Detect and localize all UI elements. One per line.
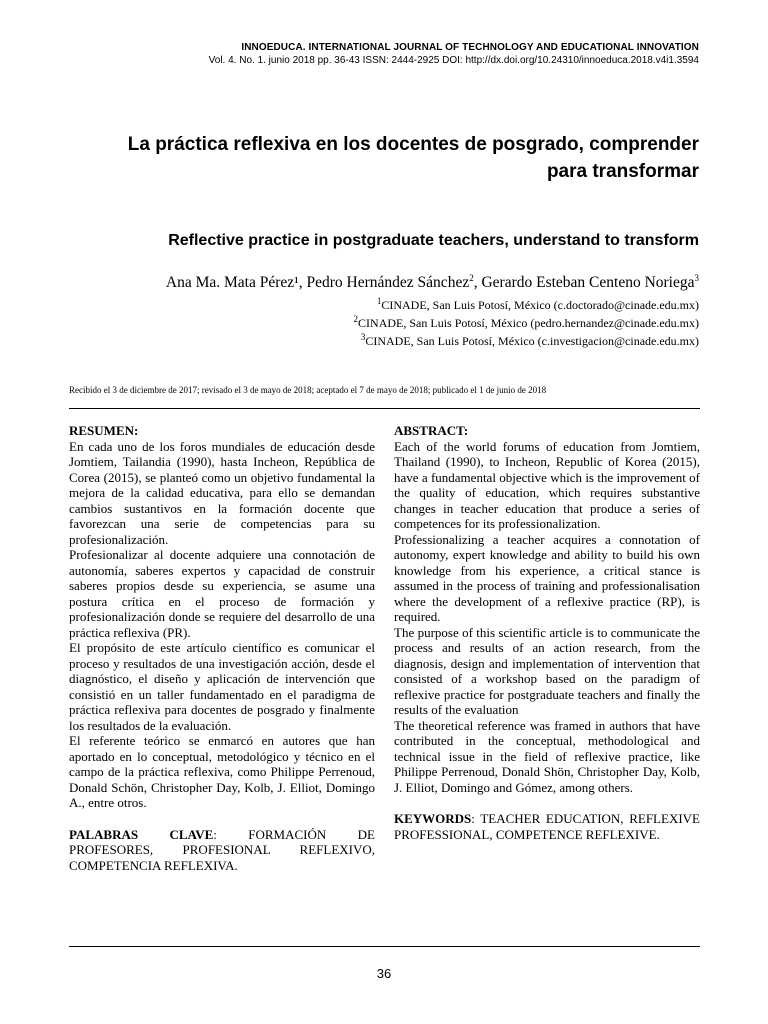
authors-line — [60, 273, 699, 293]
bottom-divider — [69, 946, 700, 947]
journal-meta: Vol. 4. No. 1. junio 2018 pp. 36-43 ISSN: 2444-2925 DOI: http://dx.doi.org/10.24310/innoeduca.2018.v4i1.3594 — [208, 55, 699, 66]
affiliation-sup: 3 — [360, 332, 366, 342]
abstract-heading: ABSTRACT: — [394, 423, 469, 438]
affiliation-sup: 1 — [376, 296, 382, 306]
resumen-paragraph-1: En cada uno de los foros mundiales de educación desde Jomtiem, Tailandia (1990), hasta Incheon, República de Corea (2015), se planteó como un objetivo fundamental la mejora de la calidad educativa, para ello se demandan cambios sustantivos en la formación docente que favorezcan una serie de competencias para su profesionalización. — [69, 438, 375, 547]
resumen-keywords-text: : FORMACIÓN DE PROFESORES, PROFESIONAL REFLEXIVO, COMPETENCIA REFLEXIVA. — [69, 826, 375, 873]
author-names-1: Ana Ma. Mata Pérez¹, Pedro Hernández Sánchez — [165, 274, 470, 291]
affiliation-text: CINADE, San Luis Potosí, México (pedro.hernandez@cinade.edu.mx) — [358, 316, 699, 330]
affiliation-text: CINADE, San Luis Potosí, México (c.doctorado@cinade.edu.mx) — [381, 298, 699, 312]
affiliation-sup: 2 — [353, 314, 359, 324]
journal-name: INNOEDUCA. INTERNATIONAL JOURNAL OF TECHNOLOGY AND EDUCATIONAL INNOVATION — [241, 42, 699, 53]
title-english: Reflective practice in postgraduate teachers, understand to transform — [168, 232, 699, 249]
abstract-column — [394, 423, 700, 842]
title-spanish-line-1: La práctica reflexiva en los docentes de posgrado, comprender — [127, 134, 699, 155]
abstract-keywords-text: : TEACHER EDUCATION, REFLEXIVE PROFESSIONAL, COMPETENCE REFLEXIVE. — [394, 811, 700, 842]
resumen-keywords — [69, 827, 375, 874]
abstract-paragraph-2: Professionalizing a teacher acquires a connotation of autonomy, expert knowledge and ability to build his own knowledge from his experience, a critical stance is assumed in the process of training and professionalisation where the development of a reflexive practice (RP), is required. — [394, 531, 700, 624]
page-number: 36 — [376, 966, 392, 981]
author-sup-2: 2 — [469, 272, 474, 283]
abstract-paragraph-1: Each of the world forums of education from Jomtiem, Thailand (1990), to Incheon, Republic of Korea (2015), have a fundamental objective which is the improvement of the quality of education, which requires substantive changes in teacher education that produce a series of competences for its professionalization. — [394, 438, 700, 531]
affiliation-1 — [60, 297, 699, 313]
title-spanish-line-2: para transformar — [546, 161, 699, 182]
resumen-paragraph-2: Profesionalizar al docente adquiere una connotación de autonomía, saberes expertos y capacidad de construir saberes propios desde su experiencia, se asume una postura crítica en el proceso de formación y profesionalización donde se requiere del desarrollo de una práctica reflexiva (PR). — [69, 547, 375, 640]
abstract-keywords — [394, 811, 700, 842]
resumen-paragraph-3: El propósito de este artículo científico es comunicar el proceso y resultados de una investigación acción, desde el diagnóstico, el diseño y aplicación de intervención que consistió en un taller fundamentado en el paradigma de práctica reflexiva para docentes de posgrado y finalmente los resultados de la evaluación. — [69, 640, 375, 733]
affiliation-3 — [60, 333, 699, 349]
top-divider — [69, 408, 700, 409]
abstract-paragraph-4: The theoretical reference was framed in authors that have contributed in the conceptual, methodological and technical issue in the field of reflexive practice, like Philippe Perrenoud, Donald Shön, Christopher Day, Kolb, J. Elliot, Domingo and Gómez, among others. — [394, 717, 700, 795]
author-names-2: , Gerardo Esteban Centeno Noriega — [473, 274, 695, 291]
resumen-heading: RESUMEN: — [69, 423, 139, 438]
running-header — [60, 41, 699, 67]
submission-dates: Recibido el 3 de diciembre de 2017; revisado el 3 de mayo de 2018; aceptado el 7 de mayo de 2018; publicado el 1 de junio de 2018 — [69, 385, 547, 395]
affiliation-text: CINADE, San Luis Potosí, México (c.investigacion@cinade.edu.mx) — [365, 334, 699, 348]
affiliation-2 — [60, 315, 699, 331]
resumen-paragraph-4: El referente teórico se enmarcó en autores que han aportado en lo conceptual, metodológico y técnico en el campo de la práctica reflexiva, como Philippe Perrenoud, Donald Schön, Christopher Day, Kolb, J. Elliot, Domingo A., entre otros. — [69, 733, 375, 810]
title-spanish — [60, 131, 699, 185]
author-sup-3: 3 — [694, 272, 699, 283]
resumen-keywords-label: PALABRAS CLAVE — [69, 826, 214, 842]
abstract-paragraph-3: The purpose of this scientific article is to communicate the process and results of an action research, from the diagnosis, design and implementation of intervention that consisted of a workshop based on the paradigm of reflexive practice for postgraduate teachers and finally the results of the evaluation — [394, 624, 700, 717]
abstract-keywords-label: KEYWORDS — [394, 811, 472, 826]
resumen-column — [69, 423, 375, 873]
